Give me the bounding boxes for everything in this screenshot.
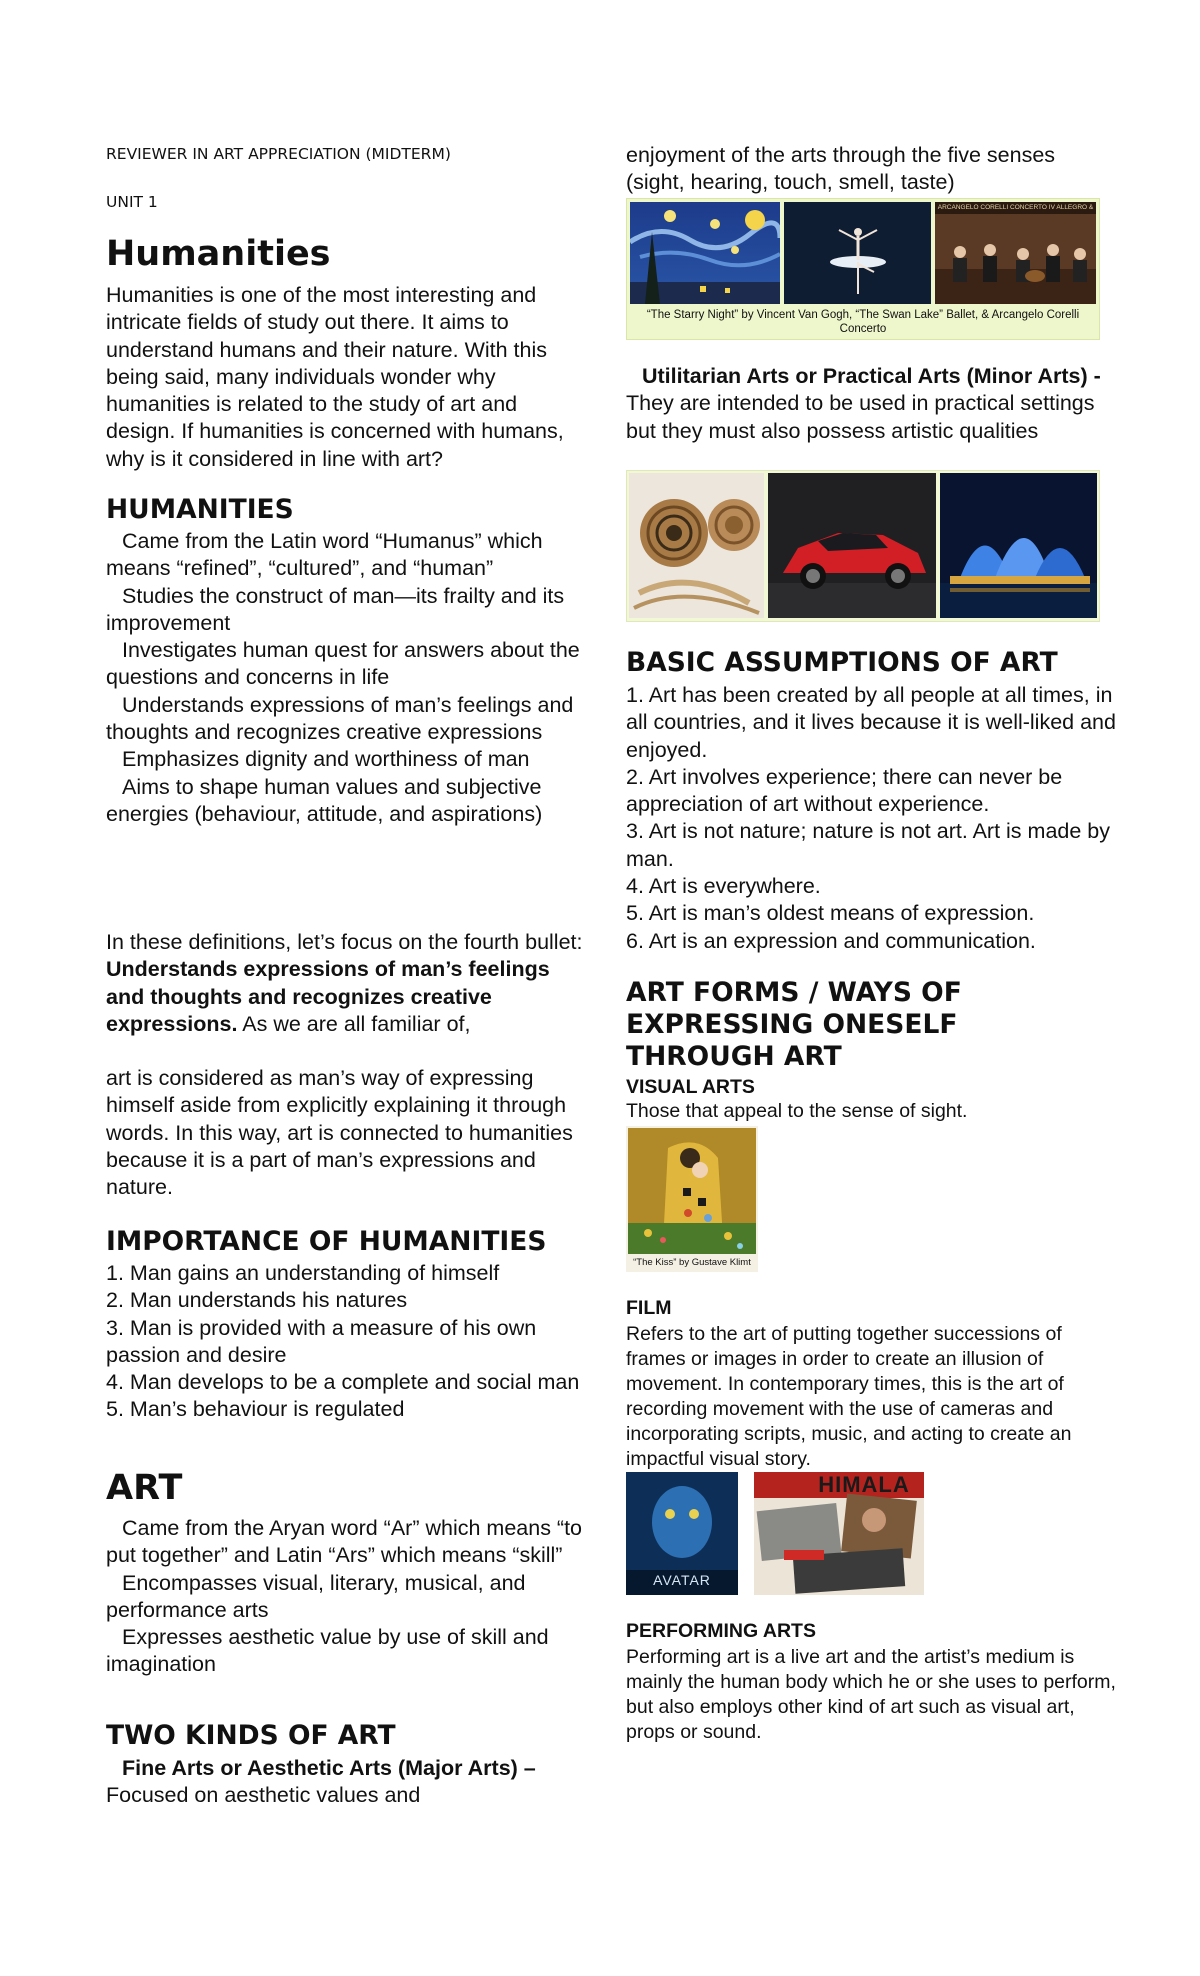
focus-paragraph-2: art is considered as man’s way of expressing himself aside from explicitly explaining it through words. In this way, art is connected to humanities because it is a part of man’s expressions and nature. bbox=[106, 1066, 573, 1200]
focus-paragraph: In these definitions, let’s focus on the fourth bullet: Understands expressions of man’s feelings and thoughts and recognizes creative expressions. As we are all familiar of, bbox=[106, 930, 583, 1036]
sports-car-image bbox=[768, 473, 936, 618]
list-item: Encompasses visual, literary, musical, and performance arts bbox=[106, 1570, 526, 1622]
importance-list bbox=[106, 1260, 586, 1424]
performing-arts-heading: PERFORMING ARTS bbox=[626, 1620, 816, 1642]
assumptions-list bbox=[626, 682, 1116, 955]
utilitarian-arts-figure bbox=[626, 470, 1100, 622]
fine-arts-figure bbox=[626, 198, 1100, 340]
woven-baskets-image bbox=[629, 473, 764, 618]
visual-arts-text: Those that appeal to the sense of sight. bbox=[626, 1100, 968, 1122]
fine-arts-item: Fine Arts or Aesthetic Arts (Major Arts) – Focused on aesthetic values and bbox=[106, 1756, 536, 1808]
fine-arts-continued: enjoyment of the arts through the five senses (sight, hearing, touch, smell, taste) bbox=[626, 143, 1056, 195]
visual-arts-heading: VISUAL ARTS bbox=[626, 1076, 755, 1098]
art-bullets bbox=[106, 1515, 586, 1679]
avatar-poster bbox=[626, 1472, 738, 1595]
list-item: 5. Art is man’s oldest means of expression. bbox=[626, 901, 1035, 926]
list-item: 1. Art has been created by all people at all times, in all countries, and it lives because it is well-liked and enjoyed. bbox=[626, 683, 1116, 762]
unit-label: UNIT 1 bbox=[106, 193, 158, 211]
swan-lake-image bbox=[784, 202, 931, 304]
list-item: 5. Man’s behaviour is regulated bbox=[106, 1397, 405, 1422]
list-item: Studies the construct of man—its frailty and its improvement bbox=[106, 583, 565, 635]
utilitarian-arts-item: Utilitarian Arts or Practical Arts (Minor Arts) - They are intended to be used in practical settings but they must also possess artistic qualities bbox=[626, 364, 1101, 443]
himala-poster bbox=[754, 1472, 924, 1595]
importance-title: IMPORTANCE OF HUMANITIES bbox=[106, 1226, 547, 1257]
performing-arts-text: Performing art is a live art and the artist’s medium is mainly the human body which he or she uses to perform, but also employs other kind of art such as visual art, props or sound. bbox=[626, 1646, 1116, 1743]
list-item: 1. Man gains an understanding of himself bbox=[106, 1261, 500, 1285]
corelli-concerto-image bbox=[935, 202, 1096, 304]
list-item: Expresses aesthetic value by use of skill and imagination bbox=[106, 1625, 549, 1677]
film-heading: FILM bbox=[626, 1297, 672, 1319]
list-item: 2. Art involves experience; there can never be appreciation of art without experience. bbox=[626, 764, 1063, 817]
humanities-def-title: HUMANITIES bbox=[106, 494, 294, 525]
art-forms-title: ART FORMS / WAYS OF EXPRESSING ONESELF THROUGH ART bbox=[626, 977, 962, 1072]
assumptions-title: BASIC ASSUMPTIONS OF ART bbox=[626, 647, 1058, 678]
list-item: Investigates human quest for answers about the questions and concerns in life bbox=[106, 638, 580, 690]
list-item: Came from the Aryan word “Ar” which means “to put together” and Latin “Ars” which means “skill” bbox=[106, 1516, 583, 1568]
list-item: 2. Man understands his natures bbox=[106, 1288, 408, 1313]
two-kinds-title: TWO KINDS OF ART bbox=[106, 1720, 396, 1751]
list-item: Came from the Latin word “Humanus” which means “refined”, “cultured”, and “human” bbox=[106, 529, 543, 581]
concert-banner: ARCANGELO CORELLI CONCERTO IV ALLEGRO & bbox=[935, 202, 1096, 214]
list-item: 3. Art is not nature; nature is not art. Art is made by man. bbox=[626, 819, 1110, 871]
starry-night-image bbox=[630, 202, 780, 304]
list-item: Emphasizes dignity and worthiness of man bbox=[122, 747, 530, 772]
the-kiss-caption: “The Kiss” by Gustave Klimt bbox=[633, 1257, 751, 1268]
humanities-title: Humanities bbox=[106, 234, 331, 274]
art-title: ART bbox=[106, 1468, 183, 1508]
reviewer-title: REVIEWER IN ART APPRECIATION (MIDTERM) bbox=[106, 145, 451, 163]
humanities-intro-text: Humanities is one of the most interesting and intricate fields of study out there. It aims to understand humans and their nature. With this being said, many individuals wonder why humanities is related to the study of art and design. If humanities is concerned with humans, why is it considered in line with art? bbox=[106, 283, 564, 471]
humanities-bullets bbox=[106, 528, 586, 828]
himala-title: HIMALA bbox=[818, 1472, 910, 1497]
film-text: Refers to the art of putting together successions of frames or images in order to create an illusion of movement. In contemporary times, this is the art of recording movement with the use of cameras and incorporating scripts, music, and acting to create an impactful visual story. bbox=[626, 1323, 1072, 1470]
list-item: 6. Art is an expression and communication. bbox=[626, 928, 1036, 953]
fine-arts-caption: “The Starry Night” by Vincent Van Gogh, “The Swan Lake” Ballet, & Arcangelo Corelli Concerto bbox=[646, 309, 1080, 335]
opera-house-image bbox=[940, 473, 1097, 618]
list-item: 4. Man develops to be a complete and social man bbox=[106, 1370, 580, 1395]
the-kiss-figure bbox=[626, 1126, 758, 1272]
avatar-title: AVATAR bbox=[653, 1572, 711, 1588]
list-item: 3. Man is provided with a measure of his own passion and desire bbox=[106, 1315, 537, 1367]
list-item: Understands expressions of man’s feelings and thoughts and recognizes creative expressions bbox=[106, 692, 574, 745]
list-item: 4. Art is everywhere. bbox=[626, 874, 821, 899]
the-kiss-image bbox=[628, 1128, 756, 1254]
list-item: Aims to shape human values and subjective energies (behaviour, attitude, and aspirations) bbox=[106, 774, 543, 826]
